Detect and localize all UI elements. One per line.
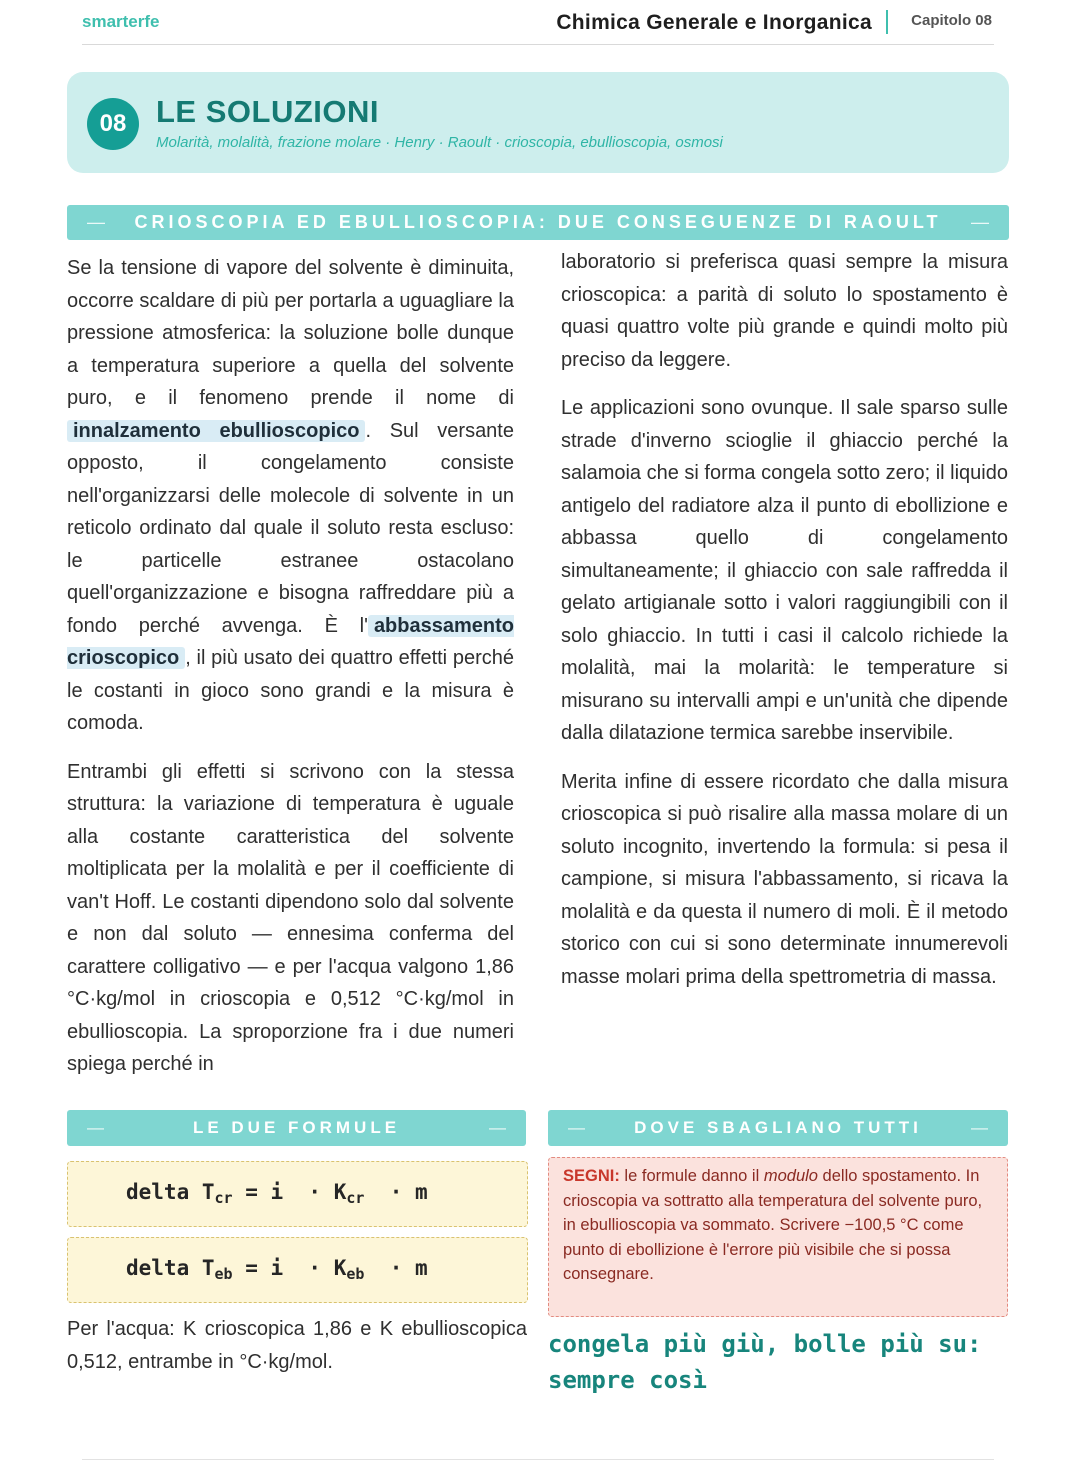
footer-divider: [82, 1459, 994, 1460]
mnemonic-note: congela più giù, bolle più su: sempre così: [548, 1330, 982, 1394]
highlight-term: innalzamento ebullioscopico: [67, 420, 365, 442]
heading-dash-right: —: [971, 212, 989, 232]
chapter-subtitle: Molarità, molalità, frazione molare · Henry · Raoult · crioscopia, ebullioscopia, osmosi: [156, 134, 723, 151]
right-column: [561, 246, 1008, 1009]
paragraph: Merita infine di essere ricordato che dalla misura crioscopica si può risalire alla massa molare di un soluto incognito, invertendo la formula: si pesa il campione, si misura l'abbassamento, si ricava la molalità e da questa il numero di moli. È il metodo storico con cui si sono determinate innumerevoli masse molari prima della spettrometria di massa.: [561, 770, 1008, 988]
paragraph: Entrambi gli effetti si scrivono con la stessa struttura: la variazione di temperatura è uguale alla costante caratteristica del solvente moltiplicata per la molalità e per il coefficiente di van't Hoff. Le costanti dipendono solo dal solvente e non dal soluto — ennesima conferma del carattere colligativo — e per l'acqua valgono 1,86 °C·kg/mol in crioscopia e 0,512 °C·kg/mol in ebullioscopia. La sproporzione fra i due numeri spiega perché in: [67, 760, 514, 1075]
paragraph: Le applicazioni sono ovunque. Il sale sparso sulle strade d'inverno scioglie il ghiaccio perché la salamoia che si forma congela sotto zero; il liquido antigelo del radiatore alza il punto di ebollizione e abbassa quello di congelamento simultaneamente; il ghiaccio con sale raffredda il gelato artigianale sotto i valori raggiungibili con il solo ghiaccio. In tutti i casi il calcolo richiede la molalità, mai la molarità: le temperature si misurano su intervalli ampi e un'unità che dipende dalla dilatazione termica sarebbe inservibile.: [561, 397, 1008, 744]
mistakes-heading: [548, 1110, 1008, 1146]
chapter-title: LE SOLUZIONI: [156, 94, 379, 129]
section-title: CRIOSCOPIA ED EBULLIOSCOPIA: DUE CONSEGUENZE DI RAOULT: [134, 212, 942, 232]
paragraph: Se la tensione di vapore del solvente è diminuita, occorre scaldare di più per portarla a uguagliare la pressione atmosferica: la soluzione bolle dunque a temperatura superiore a quella del solvente puro, e il fenomeno prende il nome di innalzamento ebullioscopico . Sul versante opposto, il congelamento consiste nell'organizzarsi delle molecole di solvente in un reticolo ordinato dal quale il soluto resta escluso: le particelle estranee ostacolano quell'organizzazione e bisogna raffreddare più a fondo perché avvenga. È l' abbassamento crioscopico , il più usato dei quattro effetti perché le costanti in gioco sono grandi e la misura è comoda.: [67, 257, 514, 734]
warning-label: SEGNI:: [563, 1167, 620, 1185]
formula-cryoscopy: delta $T_{cr} = i \cdot K_{cr} \cdot m$: [67, 1161, 528, 1227]
chapter-number-badge: 08: [87, 98, 139, 150]
formulas-heading: [67, 1110, 526, 1146]
header-divider: [886, 10, 888, 34]
heading-dash-left: —: [568, 1118, 585, 1137]
book-title: Chimica Generale e Inorganica: [556, 11, 872, 34]
chapter-label: Capitolo 08: [911, 12, 992, 29]
paragraph: laboratorio si preferisca quasi sempre la misura crioscopica: a parità di soluto lo spostamento è quasi quattro volte più grande e quindi molto più preciso da leggere.: [561, 251, 1008, 371]
warning-box: SEGNI: le formule danno il modulo dello spostamento. In crioscopia va sottratto alla temperatura del solvente puro, in ebullioscopia va sommato. Scrivere −100,5 °C come punto di ebollizione è l'errore più visibile che si possa consegnare.: [548, 1157, 1008, 1317]
left-column: [67, 252, 514, 1097]
formula-ebullioscopy: delta $T_{eb} = i \cdot K_{eb} \cdot m$: [67, 1237, 528, 1303]
highlight-term: abbassamento crioscopico: [67, 614, 514, 669]
formula-note: Per l'acqua: K crioscopica 1,86 e K ebullioscopica 0,512, entrambe in °C·kg/mol.: [67, 1318, 527, 1373]
section-heading: [67, 205, 1009, 240]
heading-dash-left: —: [87, 1118, 104, 1137]
formulas-title: LE DUE FORMULE: [192, 1118, 401, 1137]
heading-dash-right: —: [971, 1118, 988, 1137]
mistakes-title: DOVE SBAGLIANO TUTTI: [634, 1118, 922, 1137]
heading-dash-right: —: [489, 1118, 506, 1137]
brand-name: smarterfe: [82, 12, 160, 31]
heading-dash-left: —: [87, 212, 105, 232]
page-header: [82, 8, 994, 45]
chapter-hero: [67, 72, 1009, 173]
